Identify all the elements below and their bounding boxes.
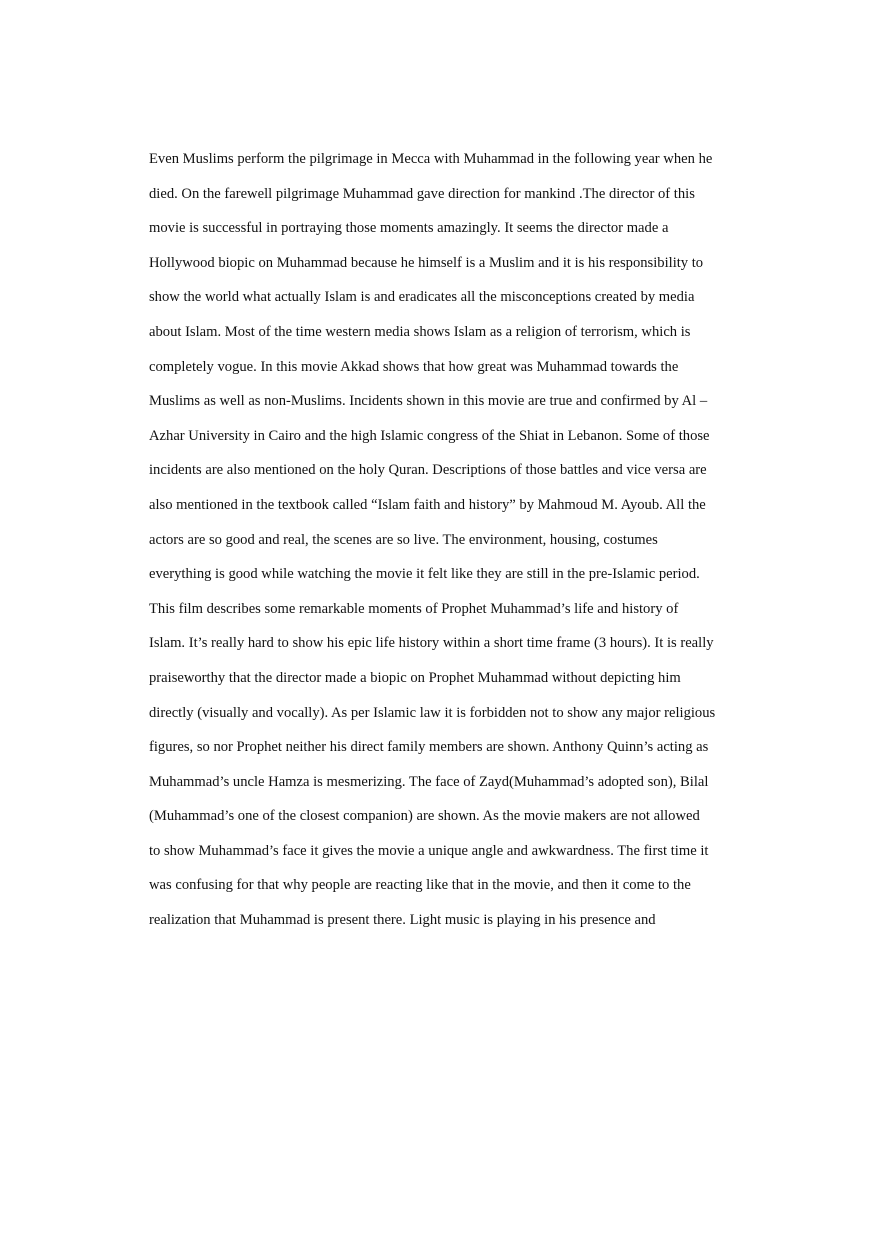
text-line: incidents are also mentioned on the holy Quran. Descriptions of those battles and vice versa are	[149, 462, 707, 479]
text-line: Islam. It’s really hard to show his epic life history within a short time frame (3 hours). It is really	[149, 635, 714, 652]
text-line: figures, so nor Prophet neither his direct family members are shown. Anthony Quinn’s acting as	[149, 739, 709, 756]
text-line: everything is good while watching the movie it felt like they are still in the pre-Islamic period.	[149, 566, 700, 583]
text-line: was confusing for that why people are reacting like that in the movie, and then it come to the	[149, 877, 691, 894]
text-line: Muhammad’s uncle Hamza is mesmerizing. The face of Zayd(Muhammad’s adopted son), Bilal	[149, 773, 709, 790]
text-line: movie is successful in portraying those moments amazingly. It seems the director made a	[149, 220, 669, 237]
text-line: actors are so good and real, the scenes are so live. The environment, housing, costumes	[149, 531, 658, 548]
text-line: praiseworthy that the director made a biopic on Prophet Muhammad without depicting him	[149, 669, 681, 686]
text-line: directly (visually and vocally). As per Islamic law it is forbidden not to show any major religious	[149, 704, 716, 721]
text-line: Hollywood biopic on Muhammad because he himself is a Muslim and it is his responsibility to	[149, 254, 704, 271]
text-line: Muslims as well as non-Muslims. Incidents shown in this movie are true and confirmed by Al –	[149, 393, 708, 410]
text-line: show the world what actually Islam is and eradicates all the misconceptions created by media	[149, 289, 695, 306]
text-line: died. On the farewell pilgrimage Muhammad gave direction for mankind .The director of this	[149, 185, 695, 202]
text-line: also mentioned in the textbook called “Islam faith and history” by Mahmoud M. Ayoub. All the	[149, 496, 706, 513]
text-line: (Muhammad’s one of the closest companion) are shown. As the movie makers are not allowed	[149, 808, 700, 825]
text-line: completely vogue. In this movie Akkad shows that how great was Muhammad towards the	[149, 358, 679, 375]
body-paragraph	[149, 147, 749, 943]
text-line: This film describes some remarkable moments of Prophet Muhammad’s life and history of	[149, 600, 679, 617]
text-line: Even Muslims perform the pilgrimage in Mecca with Muhammad in the following year when he	[149, 151, 713, 167]
text-line: about Islam. Most of the time western media shows Islam as a religion of terrorism, which is	[149, 323, 691, 340]
text-line: Azhar University in Cairo and the high Islamic congress of the Shiat in Lebanon. Some of those	[149, 427, 710, 444]
text-line: realization that Muhammad is present there. Light music is playing in his presence and	[149, 912, 656, 929]
text-line: to show Muhammad’s face it gives the movie a unique angle and awkwardness. The first time it	[149, 842, 709, 859]
